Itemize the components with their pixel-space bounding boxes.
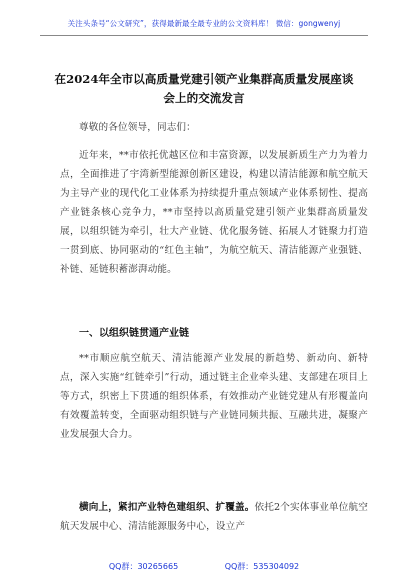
document-title: [40, 70, 368, 108]
title-line-1: 在2024年全市以高质量党建引领产业集群高质量发展座谈: [54, 72, 354, 86]
paragraph-intro: 近年来，**市依托优越区位和丰富资源，以发展新质生产力为着力点，全面推进了宇湾新型能源创新区建设，构建以清洁能源和航空航天为主导产业的现代化工业体系为持续提升重点领域产业体系韧性、提高产业链条核心竞争力，**市坚持以高质量党建引领产业集群高质量发展，以组织链为牵引，壮大产业链、优化服务链、拓展人才链聚力打造一贯到底、协同驱动的“红色主轴”，为航空航天、清洁能源产业强链、补链、延链积蓄澎湃动能。: [60, 150, 368, 275]
section-heading-1: 一、以组织链贯通产业链: [79, 328, 189, 339]
header-divider: [40, 35, 368, 36]
salutation: 尊敬的各位领导，同志们：: [79, 122, 196, 133]
paragraph-horizontal: [60, 498, 368, 536]
title-line-2: 会上的交流发言: [163, 91, 245, 105]
footer-qq-1: QQ群：30265665: [108, 562, 179, 571]
header-banner: 关注头条号“公文研究”，获得最新最全最专业的公文资料库！ 微信：gongwenyj: [67, 19, 341, 28]
paragraph-lead-bold: 横向上，紧扣产业特色建组织、扩覆盖。: [79, 502, 255, 513]
paragraph-lead-rest: 依托2个实体事业单位航空航天发展中心、清洁能源服务中心，设立产: [60, 502, 368, 532]
paragraph-section-1: **市顺应航空航天、清洁能源产业发展的新趋势、新动向、新特点，深入实施“红链牵引”行动，通过链主企业牵头建、支部建在项目上等方式，织密上下贯通的组织体系，有效推动产业链党建从有形覆盖向有效覆盖转变，全面驱动组织链与产业链同频共振、互融共进，凝聚产业发展强大合力。: [60, 353, 368, 440]
footer-qq-2: QQ群：535304092: [224, 562, 300, 571]
footer-contacts: [0, 561, 408, 572]
